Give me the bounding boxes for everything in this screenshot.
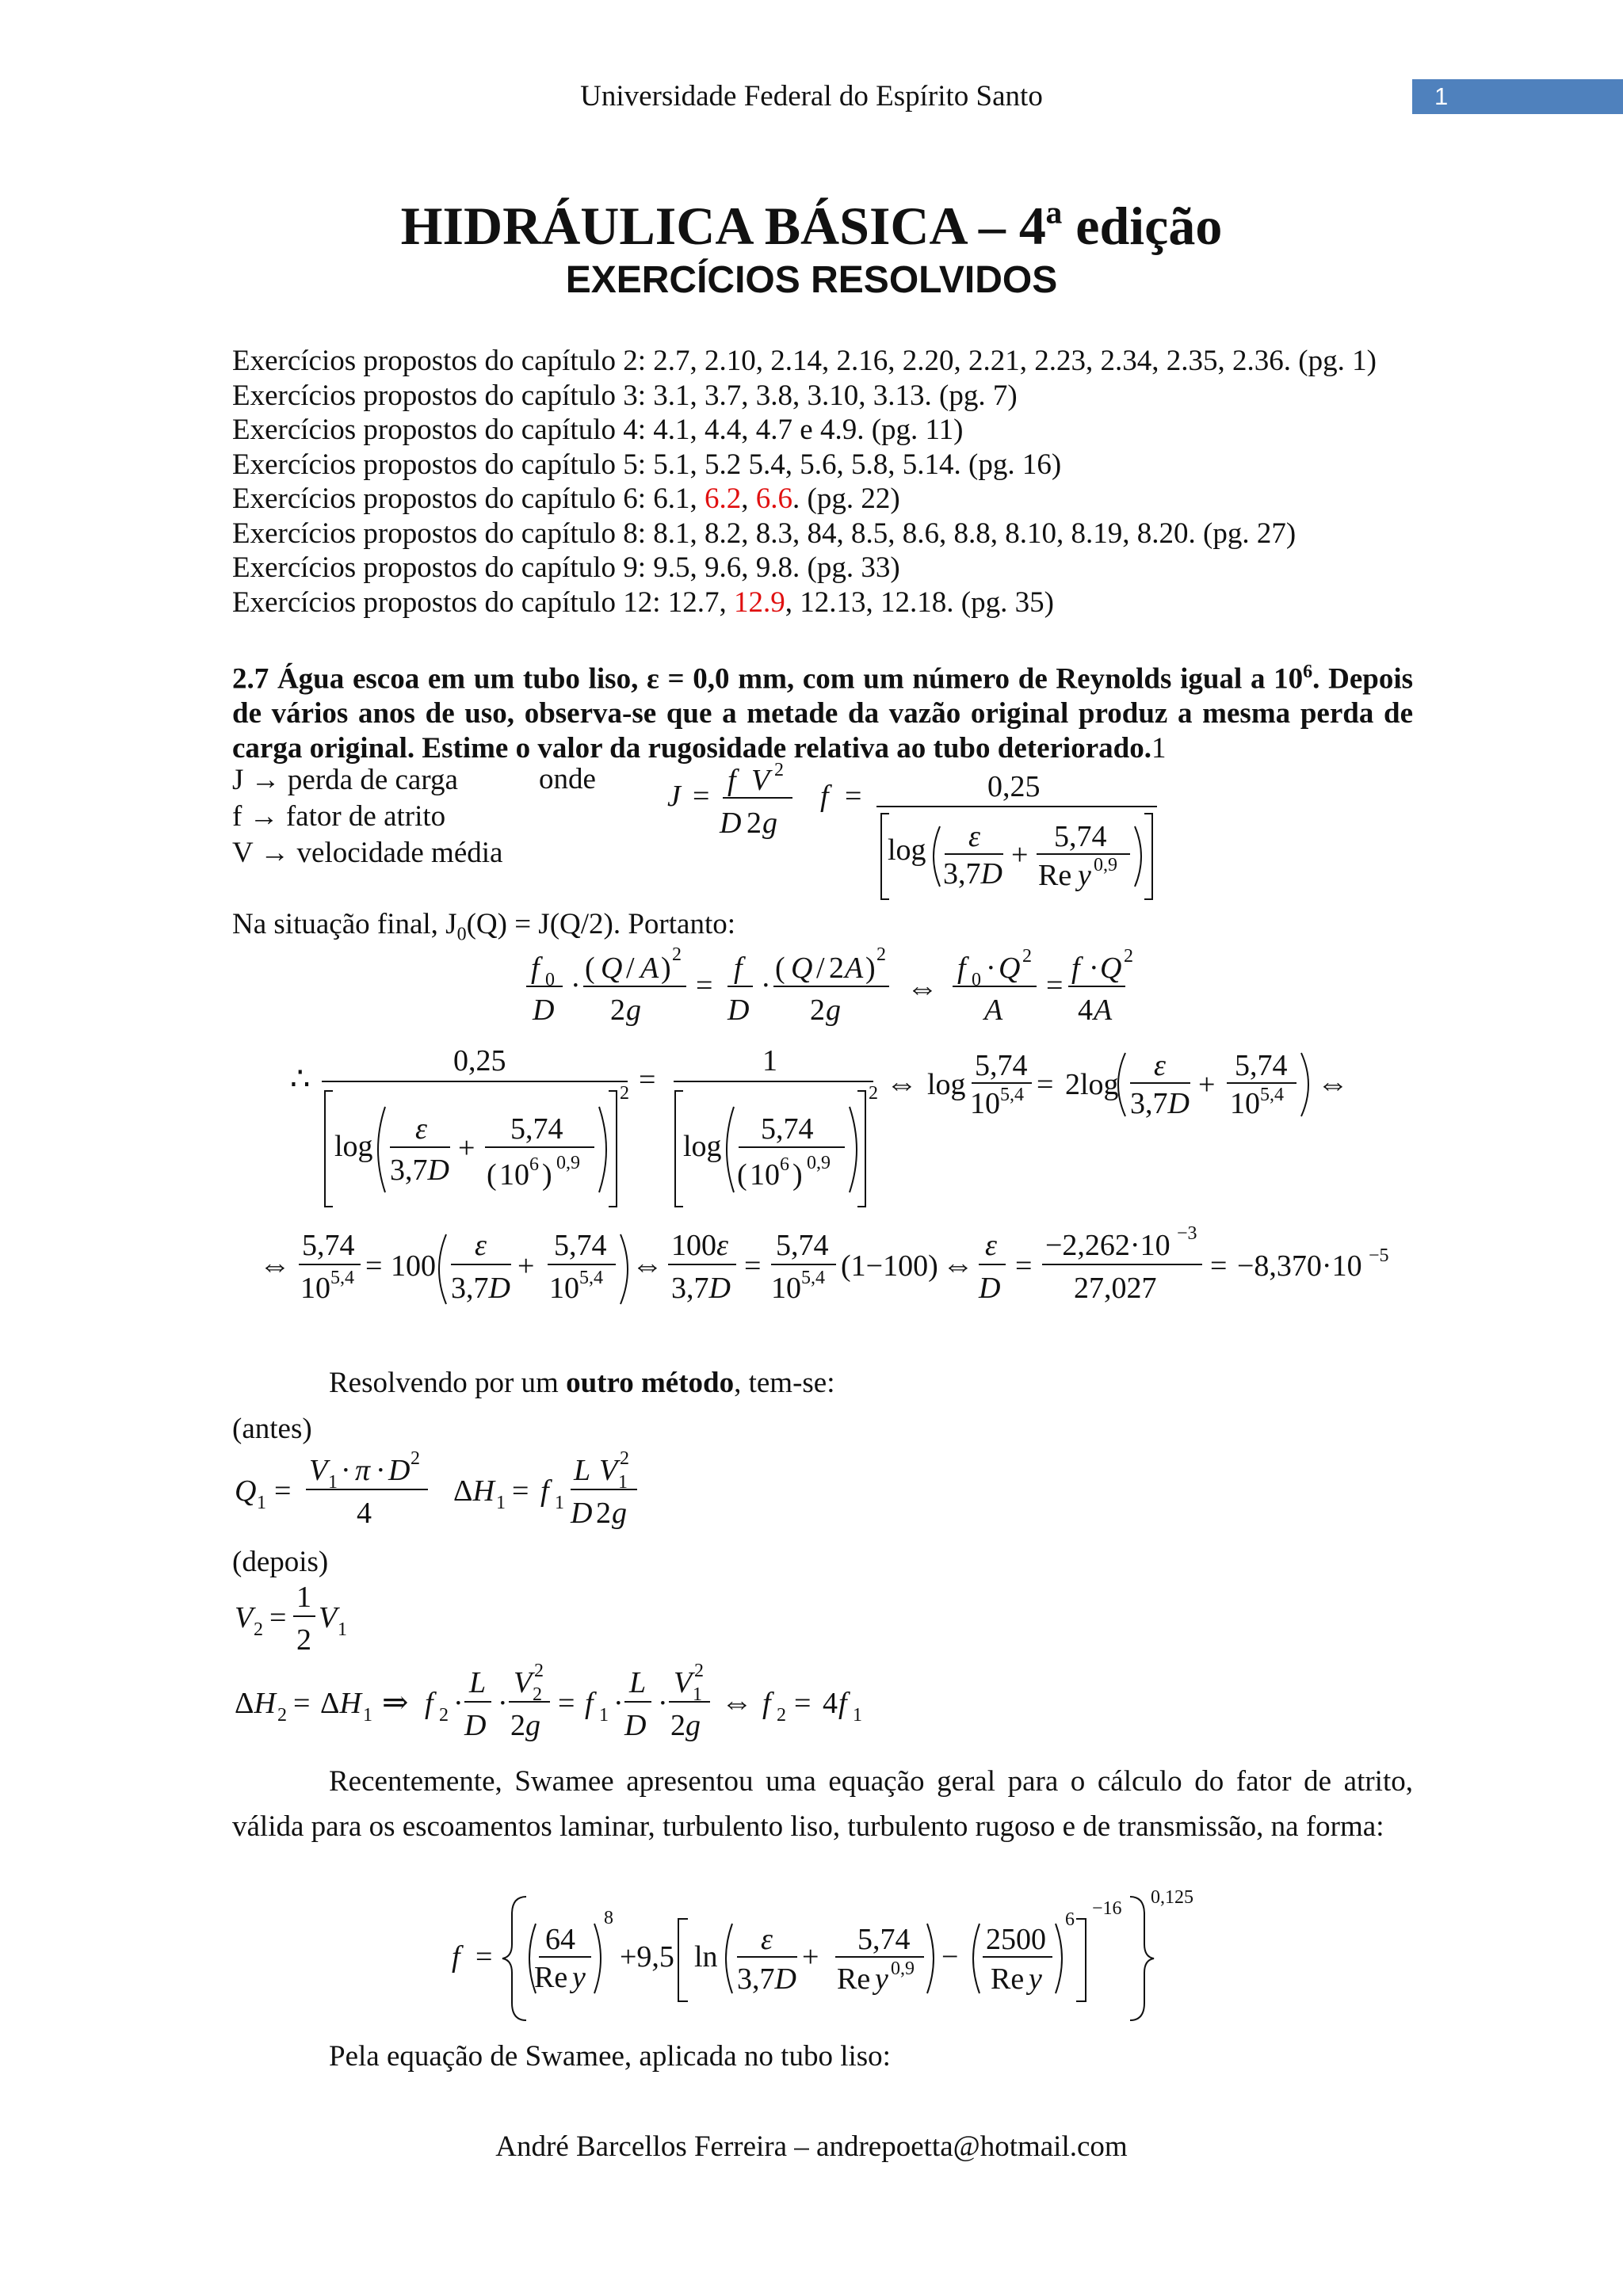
- svg-text:0,25: 0,25: [987, 770, 1041, 803]
- svg-text:+: +: [1198, 1068, 1216, 1101]
- svg-text:0,125: 0,125: [1151, 1887, 1193, 1908]
- svg-text:): ): [542, 1158, 552, 1192]
- svg-text:f: f: [425, 1687, 433, 1720]
- svg-text:1: 1: [618, 1472, 628, 1493]
- svg-text:2: 2: [1022, 946, 1032, 967]
- svg-text:·: ·: [986, 952, 996, 985]
- svg-text:V: V: [514, 1666, 533, 1699]
- svg-text:2: 2: [620, 1083, 629, 1104]
- svg-text:0,25: 0,25: [453, 1044, 506, 1077]
- svg-text:V: V: [235, 1601, 254, 1634]
- svg-text:V: V: [751, 764, 770, 797]
- equation-result: [258, 1220, 1399, 1315]
- svg-text:5,4: 5,4: [1000, 1085, 1024, 1105]
- svg-text:f: f: [820, 780, 829, 813]
- svg-text:(: (: [737, 1158, 747, 1192]
- svg-text:): ): [865, 952, 876, 985]
- link-6-2[interactable]: 6.2: [705, 482, 742, 515]
- svg-text:=: =: [1210, 1249, 1228, 1283]
- svg-text:A: A: [984, 994, 1003, 1027]
- svg-text:f: f: [540, 1474, 549, 1508]
- svg-text:2: 2: [869, 1083, 878, 1104]
- svg-text:1: 1: [693, 1684, 702, 1705]
- svg-text:⇔: ⇔: [907, 970, 938, 1005]
- svg-text:⇔: ⇔: [259, 1247, 291, 1283]
- svg-text:5,4: 5,4: [1260, 1085, 1284, 1105]
- svg-text:27,027: 27,027: [1074, 1272, 1157, 1305]
- svg-text:2: 2: [596, 1497, 611, 1530]
- svg-text:=: =: [1037, 1068, 1054, 1101]
- svg-text:D: D: [727, 994, 750, 1027]
- svg-text:D: D: [720, 807, 742, 840]
- svg-text:−16: −16: [1092, 1898, 1122, 1919]
- svg-text:f: f: [838, 1687, 847, 1720]
- svg-text:(: (: [775, 952, 785, 985]
- svg-text:10: 10: [771, 1272, 801, 1305]
- svg-text:5,4: 5,4: [801, 1268, 825, 1288]
- svg-text:2g: 2g: [670, 1709, 701, 1742]
- page-number: 1: [1434, 82, 1449, 110]
- svg-text:0,9: 0,9: [891, 1958, 915, 1979]
- toc-line: Exercícios propostos do capítulo 5: 5.1, 5.2 5.4, 5.6, 5.8, 5.14. (pg. 16): [232, 448, 1062, 481]
- svg-text:f: f: [957, 952, 966, 985]
- svg-text:5,74: 5,74: [975, 1049, 1028, 1082]
- definition-item: V → velocidade média: [232, 837, 503, 869]
- equation-therefore: [287, 1034, 1365, 1224]
- svg-text:ΔH: ΔH: [235, 1687, 276, 1720]
- svg-text:2: 2: [533, 1684, 542, 1705]
- svg-text:10: 10: [300, 1272, 330, 1305]
- svg-text:Q: Q: [999, 952, 1021, 985]
- svg-text:): ): [792, 1158, 803, 1192]
- svg-text:/: /: [626, 952, 635, 985]
- svg-text:⇔: ⇔: [1317, 1066, 1349, 1101]
- svg-text:2: 2: [1124, 946, 1133, 967]
- svg-text:Re: Re: [837, 1962, 871, 1996]
- svg-text:L: L: [469, 1666, 487, 1699]
- svg-text:ε: ε: [985, 1229, 997, 1262]
- svg-text:=: =: [365, 1249, 383, 1283]
- svg-text:2: 2: [694, 1661, 704, 1681]
- svg-text:+9,5: +9,5: [620, 1940, 674, 1974]
- svg-text:1: 1: [762, 1044, 777, 1077]
- exercise-index: [232, 344, 1377, 620]
- svg-text:ΔH: ΔH: [320, 1687, 361, 1720]
- svg-text:5,74: 5,74: [510, 1112, 563, 1146]
- footnote-mark: 1: [1151, 732, 1167, 765]
- svg-text:5,74: 5,74: [761, 1112, 814, 1146]
- definition-item: f → fator de atrito: [232, 800, 446, 833]
- svg-text:64: 64: [545, 1923, 575, 1956]
- svg-text:−2,262·10: −2,262·10: [1045, 1229, 1170, 1262]
- svg-text:·: ·: [571, 969, 581, 1002]
- svg-text:2: 2: [829, 952, 844, 985]
- svg-text:Q: Q: [235, 1474, 257, 1508]
- svg-text:1: 1: [496, 1493, 506, 1513]
- svg-text:f: f: [727, 764, 736, 797]
- svg-text:0,9: 0,9: [1094, 855, 1117, 875]
- svg-text:0: 0: [972, 970, 981, 990]
- equation-ratio-exp: [1124, 943, 1148, 974]
- svg-text:0,9: 0,9: [556, 1153, 580, 1173]
- document-subtitle: EXERCÍCIOS RESOLVIDOS: [565, 259, 1058, 301]
- svg-text:V: V: [599, 1454, 618, 1487]
- svg-text:⇔: ⇔: [942, 1247, 974, 1283]
- svg-text:ε: ε: [415, 1112, 427, 1146]
- svg-text:2log: 2log: [1065, 1068, 1119, 1101]
- svg-text:+: +: [1011, 838, 1029, 871]
- svg-text:6: 6: [529, 1154, 539, 1175]
- svg-text:ε: ε: [968, 820, 980, 853]
- toc-line: Exercícios propostos do capítulo 3: 3.1, 3.7, 3.8, 3.10, 3.13. (pg. 7): [232, 379, 1018, 412]
- svg-text:y: y: [875, 1962, 888, 1996]
- svg-text:1: 1: [257, 1493, 266, 1513]
- svg-text:D: D: [388, 1454, 411, 1487]
- svg-text:2: 2: [254, 1619, 263, 1640]
- svg-text:ε: ε: [761, 1923, 773, 1956]
- svg-text:10: 10: [549, 1272, 579, 1305]
- svg-text:=: =: [475, 1940, 493, 1974]
- svg-text:3,7D: 3,7D: [390, 1154, 449, 1187]
- svg-text:f: f: [585, 1687, 594, 1720]
- svg-text:−8,370·10: −8,370·10: [1237, 1249, 1362, 1283]
- svg-text:f: f: [762, 1687, 771, 1720]
- svg-text:=: =: [558, 1687, 575, 1720]
- label-antes: (antes): [232, 1413, 312, 1445]
- svg-text:·: ·: [658, 1687, 668, 1720]
- svg-text:0: 0: [545, 970, 555, 990]
- onde-label: onde: [539, 763, 596, 795]
- svg-text:1: 1: [296, 1581, 311, 1614]
- page-header: Universidade Federal do Espírito Santo: [580, 80, 1043, 113]
- svg-text:A: A: [1094, 994, 1113, 1027]
- svg-text:): ): [661, 952, 671, 985]
- svg-text:3,7D: 3,7D: [737, 1962, 796, 1996]
- svg-text:=: =: [845, 780, 862, 813]
- svg-text:2500: 2500: [986, 1923, 1046, 1956]
- svg-text:=: =: [269, 1601, 287, 1634]
- svg-text:Q: Q: [1100, 952, 1122, 985]
- definitions-list: [232, 762, 502, 871]
- svg-text:2: 2: [620, 1448, 629, 1469]
- svg-text:Re: Re: [534, 1961, 568, 1994]
- svg-text:·: ·: [453, 1687, 464, 1720]
- toc-line: Exercícios propostos do capítulo 2: 2.7, 2.10, 2.14, 2.16, 2.20, 2.21, 2.23, 2.34, 2.35, 2.36. (pg. 1): [232, 345, 1377, 377]
- svg-text:4: 4: [1078, 994, 1093, 1027]
- svg-text:A: A: [640, 952, 659, 985]
- svg-text:Re: Re: [1038, 859, 1072, 892]
- svg-text:1: 1: [555, 1493, 564, 1513]
- svg-text:2: 2: [777, 1705, 786, 1726]
- svg-text:2: 2: [747, 807, 762, 840]
- svg-text:=: =: [693, 780, 710, 813]
- svg-text:∴: ∴: [290, 1061, 311, 1097]
- svg-text:5,74: 5,74: [1054, 820, 1107, 853]
- swamee-paragraph: Recentemente, Swamee apresentou uma equação geral para o cálculo do fator de atrito, válida para os escoamentos laminar, turbulento liso, turbulento rugoso e de transmissão, na forma:: [232, 1765, 1413, 1843]
- svg-text:V: V: [674, 1666, 693, 1699]
- svg-text:g: g: [826, 994, 841, 1027]
- svg-text:=: =: [744, 1249, 762, 1283]
- svg-text:ΔH: ΔH: [453, 1474, 495, 1508]
- page-number-badge: [1412, 79, 1623, 114]
- svg-text:2: 2: [672, 944, 682, 965]
- svg-text:+: +: [802, 1940, 819, 1974]
- problem-statement: 2.7 Água escoa em um tubo liso, ε = 0,0 mm, com um número de Reynolds igual a $10^6$. Depois de vários anos de uso, observa-se que a metade da vazão original produz a mesma perda de carga original. Estime o valor da rugosidade relativa ao tubo deteriorado.1: [232, 662, 1414, 765]
- svg-text:π: π: [355, 1454, 371, 1487]
- svg-text:5,74: 5,74: [857, 1923, 911, 1956]
- svg-text:·: ·: [1089, 952, 1099, 985]
- svg-text:log: log: [683, 1130, 722, 1163]
- svg-text:J: J: [667, 780, 681, 813]
- svg-text:5,74: 5,74: [1235, 1049, 1288, 1082]
- svg-text:f: f: [734, 952, 743, 985]
- svg-text:·: ·: [761, 969, 771, 1002]
- svg-text:g: g: [612, 1497, 627, 1530]
- svg-text:0,9: 0,9: [807, 1153, 831, 1173]
- svg-text:3,7D: 3,7D: [451, 1272, 510, 1305]
- svg-text:ε: ε: [1154, 1049, 1166, 1082]
- svg-text:−: −: [941, 1940, 959, 1974]
- method2-intro: Resolvendo por um outro método, tem-se:: [329, 1367, 835, 1399]
- document-title: HIDRÁULICA BÁSICA – 4ª edição: [400, 196, 1223, 256]
- svg-text:y: y: [572, 1961, 586, 1994]
- svg-text:−5: −5: [1369, 1245, 1389, 1266]
- svg-text:8: 8: [604, 1908, 613, 1928]
- toc-line: Exercícios propostos do capítulo 6: 6.1, 6.2, 6.6. (pg. 22): [232, 482, 900, 515]
- svg-text:1: 1: [363, 1705, 372, 1726]
- svg-text:+: +: [458, 1131, 475, 1165]
- svg-text:2: 2: [876, 944, 886, 965]
- svg-text:1: 1: [338, 1619, 347, 1640]
- svg-text:5,4: 5,4: [579, 1268, 603, 1288]
- svg-text:L: L: [629, 1666, 647, 1699]
- svg-text:6: 6: [1065, 1909, 1075, 1930]
- equation-j-f: [658, 757, 1165, 907]
- situacao-final-text: Na situação final, $J_0(Q) = J(Q/2)$. Portanto:: [232, 908, 736, 945]
- svg-text:L: L: [574, 1454, 591, 1487]
- svg-text:100: 100: [391, 1249, 436, 1283]
- swamee-applied-text: Pela equação de Swamee, aplicada no tubo liso:: [329, 2040, 891, 2073]
- svg-text:=: =: [639, 1063, 656, 1097]
- svg-text:(1−100): (1−100): [841, 1249, 938, 1283]
- svg-text:f: f: [1071, 952, 1080, 985]
- svg-text:=: =: [1046, 969, 1064, 1002]
- svg-text:g: g: [762, 807, 777, 840]
- toc-line: Exercícios propostos do capítulo 4: 4.1, 4.4, 4.7 e 4.9. (pg. 11): [232, 414, 964, 446]
- svg-text:·: ·: [341, 1454, 351, 1487]
- svg-text:ln: ln: [694, 1940, 718, 1974]
- svg-text:·: ·: [498, 1687, 508, 1720]
- equation-q1-dh1: [230, 1447, 674, 1534]
- svg-text:Re: Re: [991, 1962, 1025, 1996]
- link-6-6[interactable]: 6.6: [755, 482, 793, 515]
- svg-text:=: =: [512, 1474, 529, 1508]
- svg-text:log: log: [888, 833, 926, 867]
- svg-text:2: 2: [277, 1705, 287, 1726]
- toc-line: Exercícios propostos do capítulo 9: 9.5, 9.6, 9.8. (pg. 33): [232, 551, 900, 584]
- svg-text:=: =: [293, 1687, 311, 1720]
- svg-text:D: D: [533, 994, 555, 1027]
- svg-text:10: 10: [1230, 1087, 1260, 1120]
- svg-text:1: 1: [599, 1705, 609, 1726]
- svg-text:V: V: [319, 1601, 338, 1634]
- svg-text:/: /: [816, 952, 825, 985]
- svg-text:Q: Q: [791, 952, 813, 985]
- svg-text:A: A: [845, 952, 864, 985]
- svg-text:3,7D: 3,7D: [671, 1272, 731, 1305]
- svg-text:D: D: [571, 1497, 593, 1530]
- svg-text:2: 2: [774, 760, 784, 780]
- svg-text:y: y: [1078, 859, 1091, 892]
- svg-text:4: 4: [357, 1497, 372, 1530]
- svg-text:−3: −3: [1177, 1223, 1197, 1244]
- svg-text:4: 4: [823, 1687, 838, 1720]
- svg-text:·: ·: [613, 1687, 624, 1720]
- svg-text:2: 2: [411, 1448, 420, 1469]
- svg-text:D: D: [979, 1272, 1001, 1305]
- svg-text:1: 1: [853, 1705, 862, 1726]
- svg-text:⇔: ⇔: [632, 1247, 663, 1283]
- svg-text:f: f: [452, 1940, 460, 1974]
- svg-text:5,74: 5,74: [776, 1229, 829, 1262]
- toc-line: Exercícios propostos do capítulo 12: 12.7, 12.9, 12.13, 12.18. (pg. 35): [232, 585, 1054, 619]
- link-12-9[interactable]: 12.9: [734, 585, 785, 619]
- svg-text:D: D: [624, 1709, 647, 1742]
- svg-text:3,7D: 3,7D: [943, 857, 1002, 891]
- svg-text:=: =: [696, 969, 713, 1002]
- svg-text:⇒: ⇒: [382, 1684, 409, 1720]
- equation-dh2: [230, 1661, 943, 1748]
- svg-text:5,4: 5,4: [330, 1268, 354, 1288]
- equation-swamee: [444, 1879, 1220, 2030]
- svg-text:=: =: [794, 1687, 812, 1720]
- svg-text:10: 10: [499, 1158, 529, 1192]
- svg-text:2: 2: [610, 994, 625, 1027]
- svg-text:(: (: [585, 952, 595, 985]
- svg-text:D: D: [464, 1709, 487, 1742]
- svg-text:·: ·: [376, 1454, 386, 1487]
- svg-text:⇔: ⇔: [721, 1684, 753, 1720]
- svg-text:g: g: [626, 994, 641, 1027]
- svg-text:(: (: [487, 1158, 497, 1192]
- svg-text:=: =: [1015, 1249, 1033, 1283]
- svg-text:=: =: [274, 1474, 292, 1508]
- svg-text:f: f: [531, 952, 540, 985]
- svg-text:3,7D: 3,7D: [1130, 1087, 1190, 1120]
- svg-text:1: 1: [328, 1472, 338, 1493]
- svg-text:+: +: [517, 1249, 535, 1283]
- svg-text:log: log: [334, 1130, 373, 1163]
- svg-text:5,74: 5,74: [554, 1229, 607, 1262]
- toc-line: Exercícios propostos do capítulo 8: 8.1, 8.2, 8.3, 84, 8.5, 8.6, 8.8, 8.10, 8.19, 8.20. (pg. 27): [232, 517, 1296, 550]
- svg-text:2: 2: [439, 1705, 449, 1726]
- equation-ratio: [523, 943, 1125, 1030]
- svg-text:2g: 2g: [510, 1709, 540, 1742]
- equation-v2: [230, 1578, 388, 1665]
- svg-text:Q: Q: [601, 952, 623, 985]
- svg-text:5,74: 5,74: [302, 1229, 355, 1262]
- svg-text:y: y: [1029, 1962, 1042, 1996]
- svg-text:10: 10: [970, 1087, 1000, 1120]
- page-footer: André Barcellos Ferreira – andrepoetta@hotmail.com: [495, 2130, 1128, 2163]
- svg-text:10: 10: [750, 1158, 780, 1192]
- svg-text:6: 6: [780, 1154, 789, 1175]
- svg-text:log: log: [927, 1068, 966, 1101]
- svg-text:2: 2: [296, 1623, 311, 1657]
- svg-text:ε: ε: [475, 1229, 487, 1262]
- svg-text:100ε: 100ε: [671, 1229, 728, 1262]
- label-depois: (depois): [232, 1546, 329, 1578]
- svg-text:⇔: ⇔: [886, 1066, 918, 1101]
- svg-text:V: V: [309, 1454, 328, 1487]
- definition-item: J → perda de carga: [232, 764, 458, 796]
- svg-text:2: 2: [810, 994, 825, 1027]
- svg-text:2: 2: [534, 1661, 544, 1681]
